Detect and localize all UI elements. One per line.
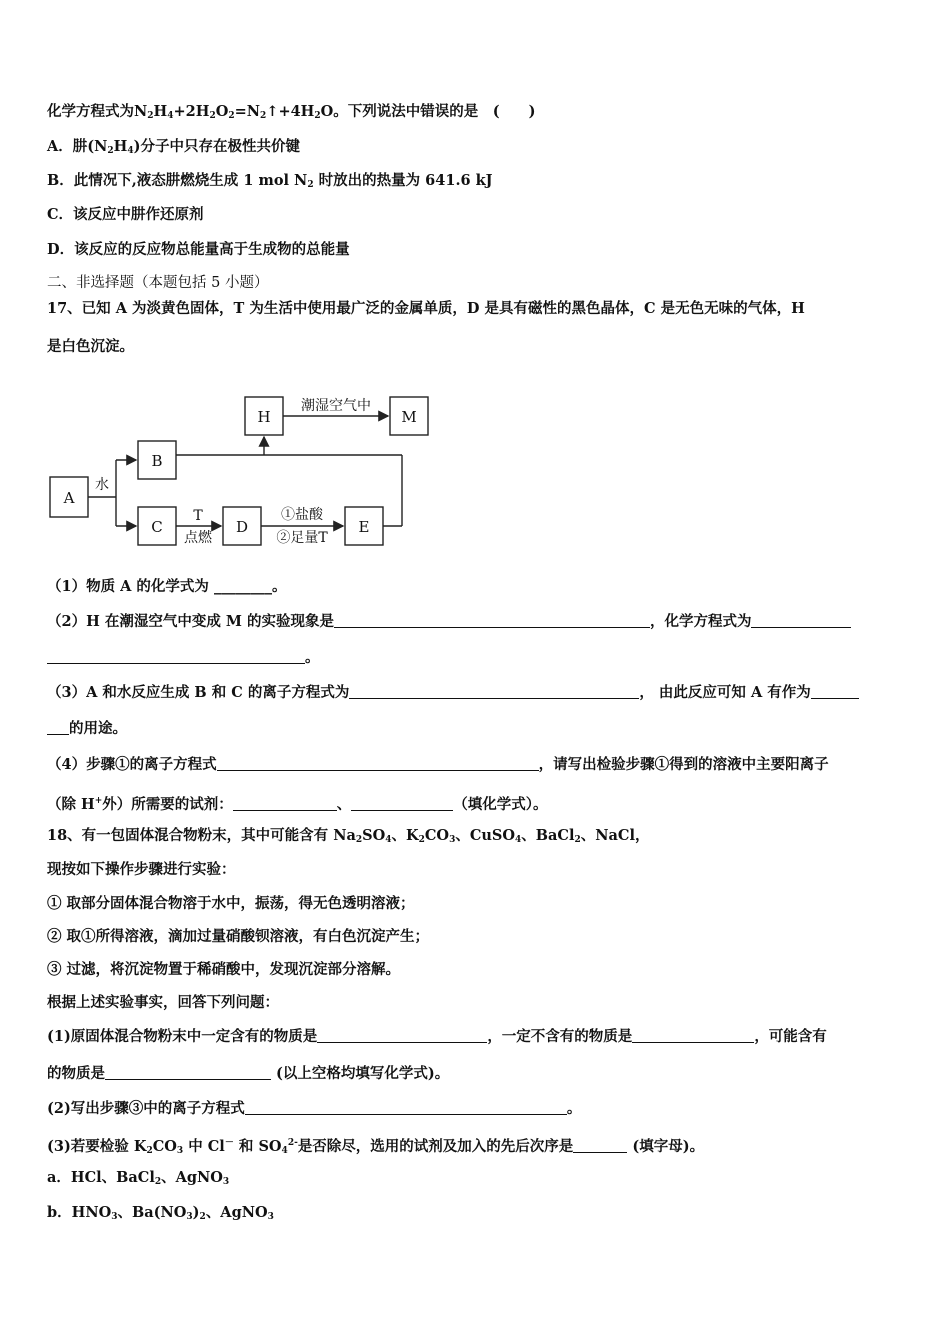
answer-blank[interactable] [351, 796, 453, 811]
q18-step2: ② 取①所得溶液，滴加过量硝酸钡溶液，有白色沉淀产生； [47, 928, 430, 945]
label-t: T [193, 508, 203, 524]
answer-blank[interactable] [349, 684, 639, 699]
label-water: 水 [95, 477, 109, 493]
q17-stem-2: 是白色沉淀。 [47, 338, 134, 355]
q18-part1-cont: 的物质是 (以上空格均填写化学式)。 [47, 1065, 450, 1082]
option-a: A．肼$(N_2H_4)$分子中只存在极性共价键 [47, 138, 300, 156]
answer-blank[interactable] [632, 1028, 754, 1043]
reaction-flow-diagram [40, 385, 460, 555]
section-heading: 二、非选择题（本题包括 5 小题） [47, 275, 269, 291]
q18-step1: ① 取部分固体混合物溶于水中，振荡，得无色透明溶液； [47, 895, 415, 912]
q18-part3: (3)若要检验 $K_2CO_3$ 中 Cl－ 和 $SO_4^{2-}$是否除尽，选用的试剂及加入的先后次序是 (填字母)。 [47, 1138, 705, 1156]
q18-step3: ③ 过滤，将沉淀物置于稀硝酸中，发现沉淀部分溶解。 [47, 961, 401, 978]
q17-part1: （1）物质 A 的化学式为 ________。 [47, 578, 287, 595]
answer-blank[interactable] [811, 684, 859, 699]
q18-stem: 18、有一包固体混合物粉末，其中可能含有 $Na_2SO_4$、$K_2CO_3$、CuSO$_4$、BaCl$_2$、NaCl， [47, 827, 650, 845]
q18-ask: 根据上述实验事实，回答下列问题： [47, 994, 279, 1011]
label-step2: ②足量T [276, 530, 328, 546]
answer-blank[interactable] [317, 1028, 487, 1043]
label-humid-air: 潮湿空气中 [301, 398, 371, 414]
answer-blank[interactable] [47, 720, 69, 735]
node-c: C [151, 518, 163, 536]
answer-blank[interactable] [334, 613, 650, 628]
node-d: D [235, 518, 249, 536]
option-b: B．此情况下,液态肼燃烧生成 1 mol $N_2$ 时放出的热量为 641.6 kJ [47, 172, 493, 190]
answer-blank[interactable] [217, 756, 539, 771]
q17-part3: （3）A 和水反应生成 B 和 C 的离子方程式为 ， 由此反应可知 A 有作为 [47, 683, 859, 703]
node-b: B [151, 452, 163, 470]
q18-option-b: b．$HNO_3$、$Ba(NO_3)_2$、AgNO$_3$ [47, 1204, 274, 1222]
q17-part2-cont: 。 [47, 648, 320, 668]
q17-part3-cont: 的用途。 [47, 719, 127, 739]
option-d: D．该反应的反应物总能量高于生成物的总能量 [47, 241, 350, 258]
option-c: C．该反应中肼作还原剂 [47, 206, 204, 223]
q17-part4: （4）步骤①的离子方程式 ，请写出检验步骤①得到的溶液中主要阳离子 [47, 756, 829, 773]
q17-part4-cont: （除 H+外）所需要的试剂： 、 （填化学式）。 [47, 796, 548, 813]
q17-part2: （2）H 在潮湿空气中变成 M 的实验现象是 ，化学方程式为 [47, 612, 851, 632]
node-a: A [63, 489, 75, 507]
q18-part2: (2)写出步骤③中的离子方程式 。 [47, 1100, 582, 1117]
q18-part1: (1)原固体混合物粉末中一定含有的物质是 ，一定不含有的物质是 ，可能含有 [47, 1028, 827, 1045]
answer-blank[interactable] [105, 1065, 271, 1080]
equation-line: 化学方程式为$N_2H_4+2H_2O_2=N_2↑+4H_2O$。下列说法中错误的是 ( ) [47, 103, 536, 121]
label-step1: ①盐酸 [281, 507, 323, 523]
node-e: E [358, 518, 370, 536]
node-h: H [257, 408, 271, 426]
answer-blank[interactable] [47, 649, 305, 664]
node-m: M [401, 408, 417, 426]
q18-option-a: a．HCl、BaCl$_2$、AgNO$_3$ [47, 1169, 230, 1187]
label-ignite: 点燃 [184, 530, 212, 546]
q18-intro: 现按如下操作步骤进行实验： [47, 861, 236, 878]
answer-blank[interactable] [751, 613, 851, 628]
answer-blank[interactable] [573, 1138, 627, 1153]
answer-blank[interactable] [245, 1100, 567, 1115]
answer-blank[interactable] [233, 796, 337, 811]
q17-stem-1: 17、已知 A 为淡黄色固体，T 为生活中使用最广泛的金属单质，D 是具有磁性的黑色晶体，C 是无色无味的气体，H [47, 300, 805, 317]
